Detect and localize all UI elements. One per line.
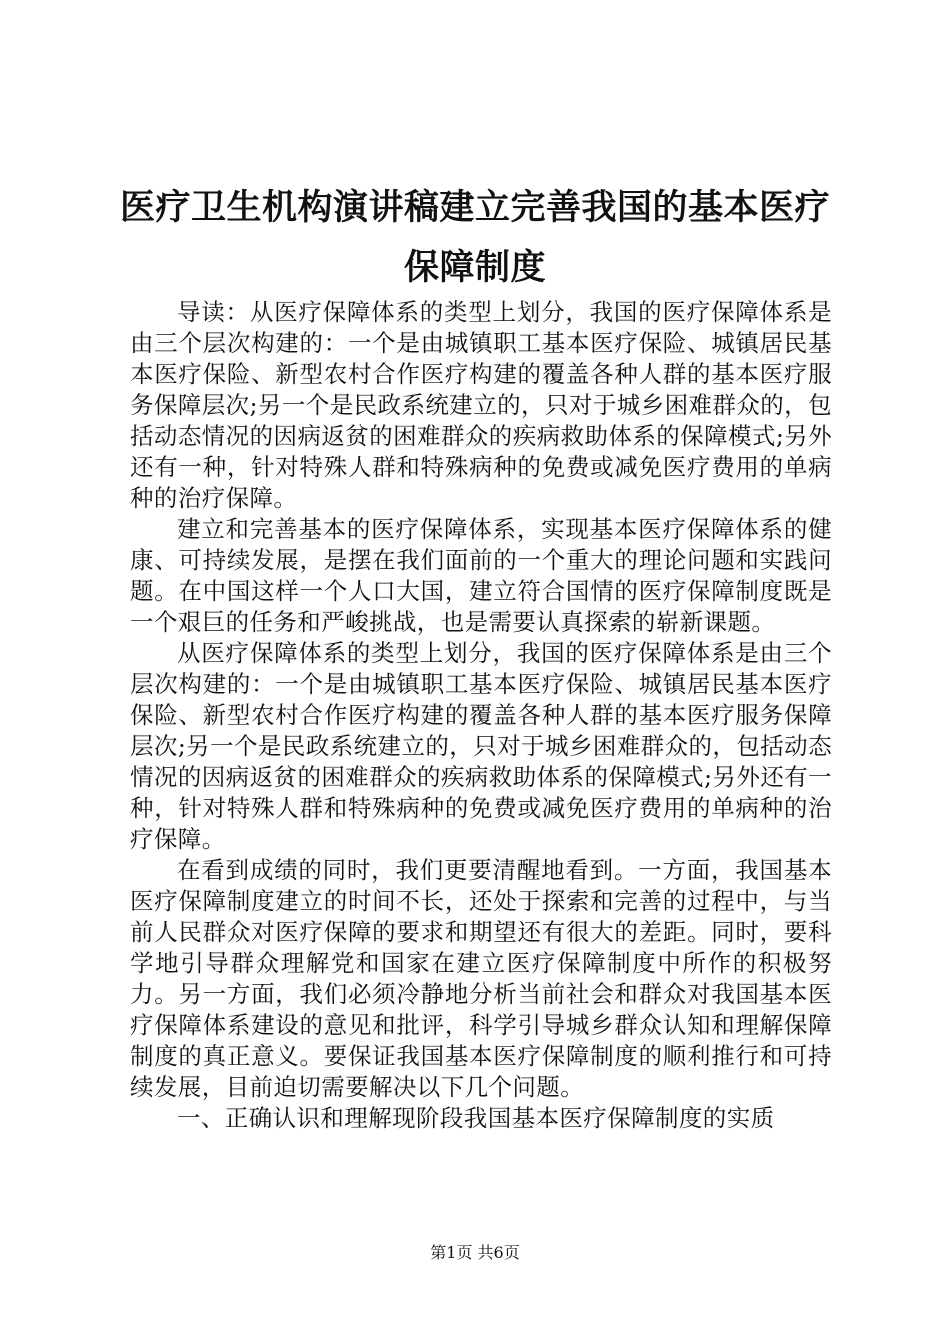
paragraph-intro: 导读：从医疗保障体系的类型上划分，我国的医疗保障体系是由三个层次构建的：一个是由城镇职工基本医疗保险、城镇居民基本医疗保险、新型农村合作医疗构建的覆盖各种人群的基本医疗服务保障层次;另一个是民政系统建立的，只对于城乡困难群众的，包括动态情况的因病返贫的困难群众的疾病救助体系的保障模式;另外还有一种，针对特殊人群和特殊病种的免费或减免医疗费用的单病种的治疗保障。 <box>130 298 832 512</box>
document-title <box>110 178 840 298</box>
title-line-2: 保障制度 <box>403 247 546 288</box>
paragraph-2: 建立和完善基本的医疗保障体系，实现基本医疗保障体系的健康、可持续发展，是摆在我们面前的一个重大的理论问题和实践问题。在中国这样一个人口大国，建立符合国情的医疗保障制度既是一个艰巨的任务和严峻挑战，也是需要认真探索的崭新课题。 <box>130 515 832 636</box>
paragraph-3: 从医疗保障体系的类型上划分，我国的医疗保障体系是由三个层次构建的：一个是由城镇职工基本医疗保险、城镇居民基本医疗保险、新型农村合作医疗构建的覆盖各种人群的基本医疗服务保障层次;另一个是民政系统建立的，只对于城乡困难群众的，包括动态情况的因病返贫的困难群众的疾病救助体系的保障模式;另外还有一种，针对特殊人群和特殊病种的免费或减免医疗费用的单病种的治疗保障。 <box>130 639 832 853</box>
paragraph-4: 在看到成绩的同时，我们更要清醒地看到。一方面，我国基本医疗保障制度建立的时间不长，还处于探索和完善的过程中，与当前人民群众对医疗保障的要求和期望还有很大的差距。同时，要科学地引导群众理解党和国家在建立医疗保障制度中所作的积极努力。另一方面，我们必须冷静地分析当前社会和群众对我国基本医疗保障体系建设的意见和批评，科学引导城乡群众认知和理解保障制度的真正意义。要保证我国基本医疗保障制度的顺利推行和可持续发展，目前迫切需要解决以下几个问题。 <box>130 856 832 1101</box>
section-heading-1: 一、正确认识和理解现阶段我国基本医疗保障制度的实质 <box>177 1104 775 1132</box>
page-number-footer: 第1页 共6页 <box>430 1243 520 1262</box>
title-line-1: 医疗卫生机构演讲稿建立完善我国的基本医疗 <box>119 187 830 228</box>
document-body <box>130 297 832 1134</box>
